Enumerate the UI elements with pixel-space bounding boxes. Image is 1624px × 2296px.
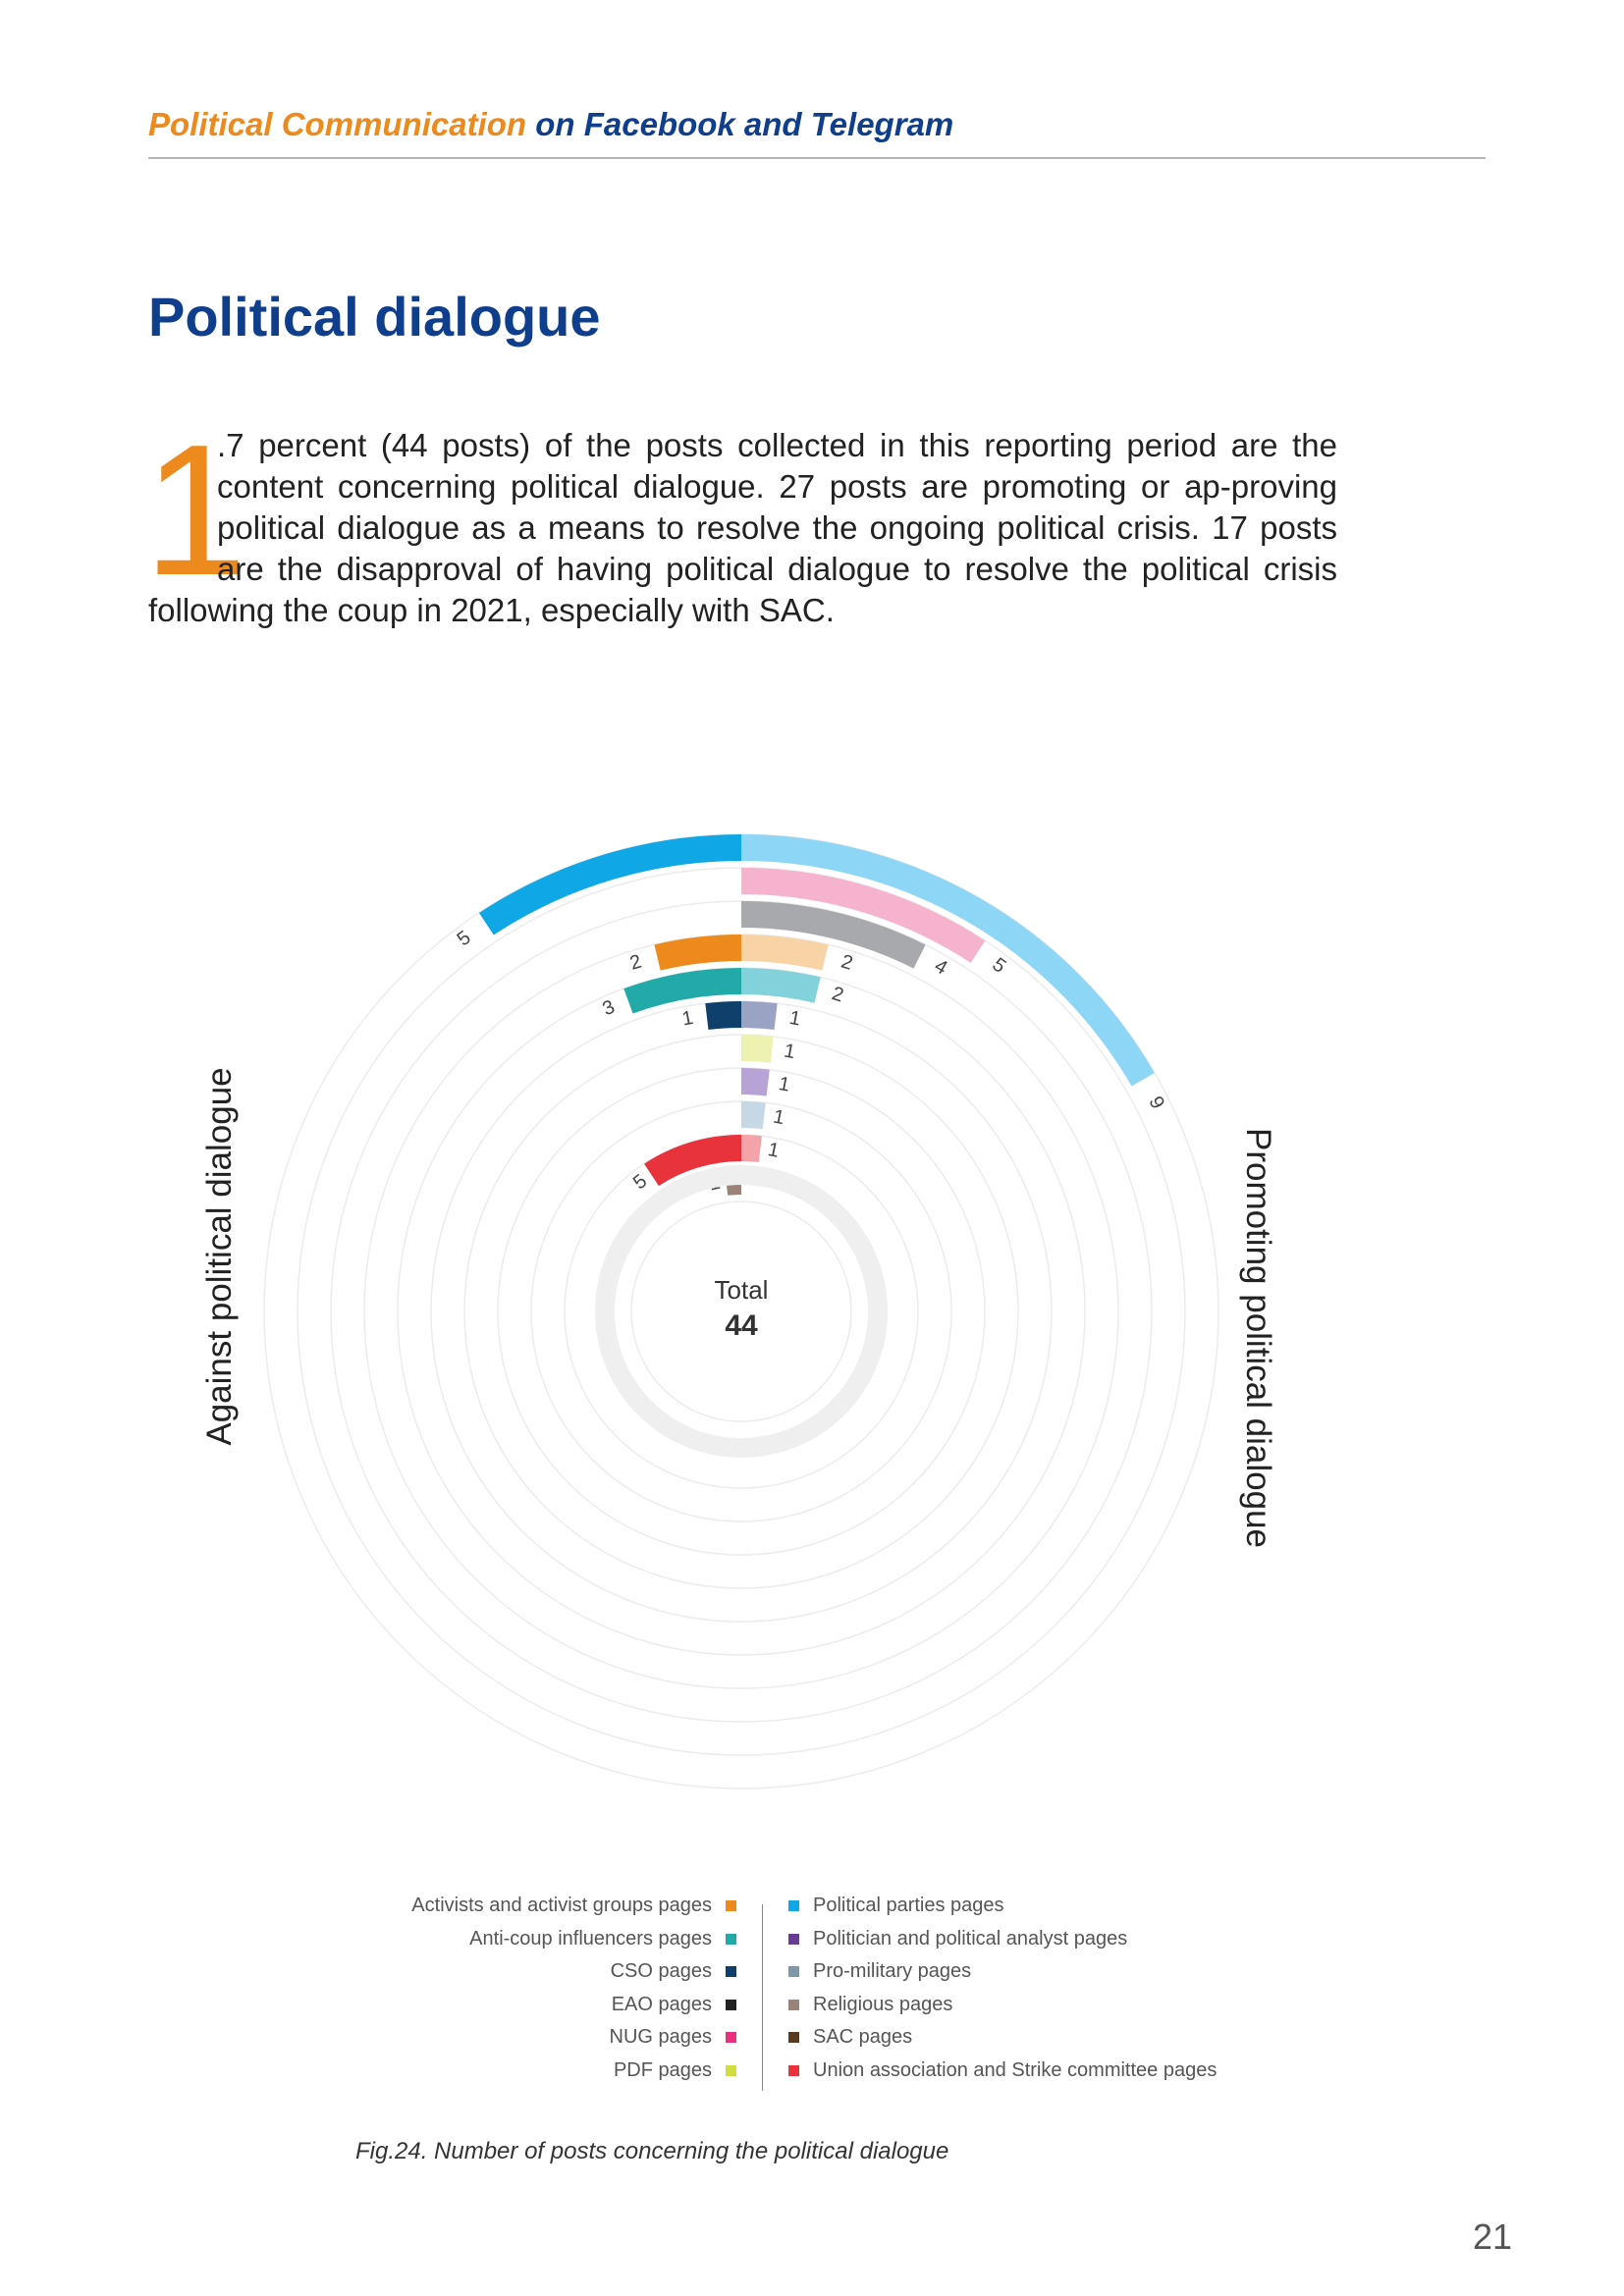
page-number: 21 bbox=[1473, 2216, 1513, 2257]
center-total-value: 44 bbox=[725, 1309, 758, 1342]
bar-promoting bbox=[741, 1035, 774, 1063]
against-axis-label: Against political dialogue bbox=[200, 1067, 239, 1446]
legend-swatch bbox=[726, 2032, 736, 2043]
value-label-promoting: 2 bbox=[839, 950, 856, 975]
legend-item: Activists and activist groups pages bbox=[295, 1890, 736, 1923]
bar-promoting bbox=[741, 1068, 770, 1095]
bar-against bbox=[705, 1001, 741, 1030]
legend-swatch bbox=[788, 2032, 799, 2043]
value-label-promoting: 1 bbox=[782, 1040, 797, 1064]
bar-against bbox=[654, 934, 741, 971]
legend-item: Union association and Strike committee pages bbox=[788, 2055, 1378, 2088]
legend-swatch bbox=[726, 1934, 736, 1945]
legend-swatch bbox=[726, 2000, 736, 2010]
legend-item: Pro-military pages bbox=[788, 1955, 1378, 1989]
legend-swatch bbox=[788, 2000, 799, 2010]
value-label-promoting: 1 bbox=[777, 1073, 792, 1096]
legend-item: Political parties pages bbox=[788, 1890, 1378, 1923]
legend-left bbox=[295, 1890, 736, 2087]
legend-swatch bbox=[788, 2065, 799, 2076]
legend-item: NUG pages bbox=[295, 2021, 736, 2055]
legend-item: CSO pages bbox=[295, 1955, 736, 1989]
value-label-against: 3 bbox=[599, 995, 619, 1021]
legend-item: SAC pages bbox=[788, 2021, 1378, 2055]
bar-promoting bbox=[741, 1101, 766, 1129]
legend-swatch bbox=[726, 1966, 736, 1977]
figure-caption: Fig.24. Number of posts concerning the political dialogue bbox=[355, 2138, 949, 2164]
section-title: Political dialogue bbox=[148, 286, 601, 347]
legend-swatch bbox=[788, 1900, 799, 1911]
value-label-promoting: 9 bbox=[1144, 1093, 1169, 1113]
legend-swatch bbox=[788, 1966, 799, 1977]
radial-bar-chart bbox=[0, 746, 1624, 1826]
value-label-against: 2 bbox=[626, 950, 644, 975]
intro-paragraph bbox=[148, 425, 1337, 631]
value-label-against: 1 bbox=[706, 1171, 723, 1196]
bar-against bbox=[479, 834, 741, 935]
bar-promoting bbox=[741, 934, 829, 971]
value-label-promoting: 1 bbox=[787, 1006, 803, 1031]
intro-text: .7 percent (44 posts) of the posts collected in this reporting period are the content concerning political dialogue. 27 posts are promoting or ap-proving political dialogue as a means to resolve the ongoing political crisis. 17 posts are the disapproval of having political dialogue to resolve the political crisis following the coup in 2021, especially with SAC. bbox=[148, 427, 1337, 628]
value-label-promoting: 5 bbox=[988, 953, 1010, 978]
value-label-promoting: 1 bbox=[766, 1139, 782, 1162]
bar-promoting bbox=[741, 1001, 778, 1030]
drop-cap: 1 bbox=[143, 406, 247, 614]
legend-item: PDF pages bbox=[295, 2055, 736, 2088]
legend-item: Politician and political analyst pages bbox=[788, 1923, 1378, 1956]
legend-swatch bbox=[788, 1934, 799, 1945]
legend-swatch bbox=[726, 1900, 736, 1911]
promoting-axis-label: Promoting political dialogue bbox=[1239, 1127, 1277, 1549]
legend-swatch bbox=[726, 2065, 736, 2076]
bar-promoting bbox=[741, 1135, 762, 1162]
center-total-label: Total bbox=[714, 1275, 769, 1305]
value-label-against: 5 bbox=[628, 1170, 652, 1195]
legend-divider bbox=[762, 1904, 763, 2091]
chart-bars bbox=[479, 834, 1155, 1196]
value-label-against: 5 bbox=[453, 927, 475, 951]
legend-item: Anti-coup influencers pages bbox=[295, 1923, 736, 1956]
value-label-promoting: 1 bbox=[771, 1105, 786, 1130]
legend-item: EAO pages bbox=[295, 1989, 736, 2022]
value-label-against: 1 bbox=[679, 1006, 695, 1031]
legend-right bbox=[788, 1890, 1378, 2087]
header-title-part2: on Facebook and Telegram bbox=[526, 106, 954, 142]
bar-promoting bbox=[741, 968, 821, 1003]
value-label-promoting: 2 bbox=[829, 983, 846, 1007]
header-title-part1: Political Communication bbox=[148, 106, 527, 142]
value-label-promoting: 4 bbox=[930, 955, 951, 980]
running-header bbox=[148, 106, 1486, 159]
legend-item: Religious pages bbox=[788, 1989, 1378, 2022]
